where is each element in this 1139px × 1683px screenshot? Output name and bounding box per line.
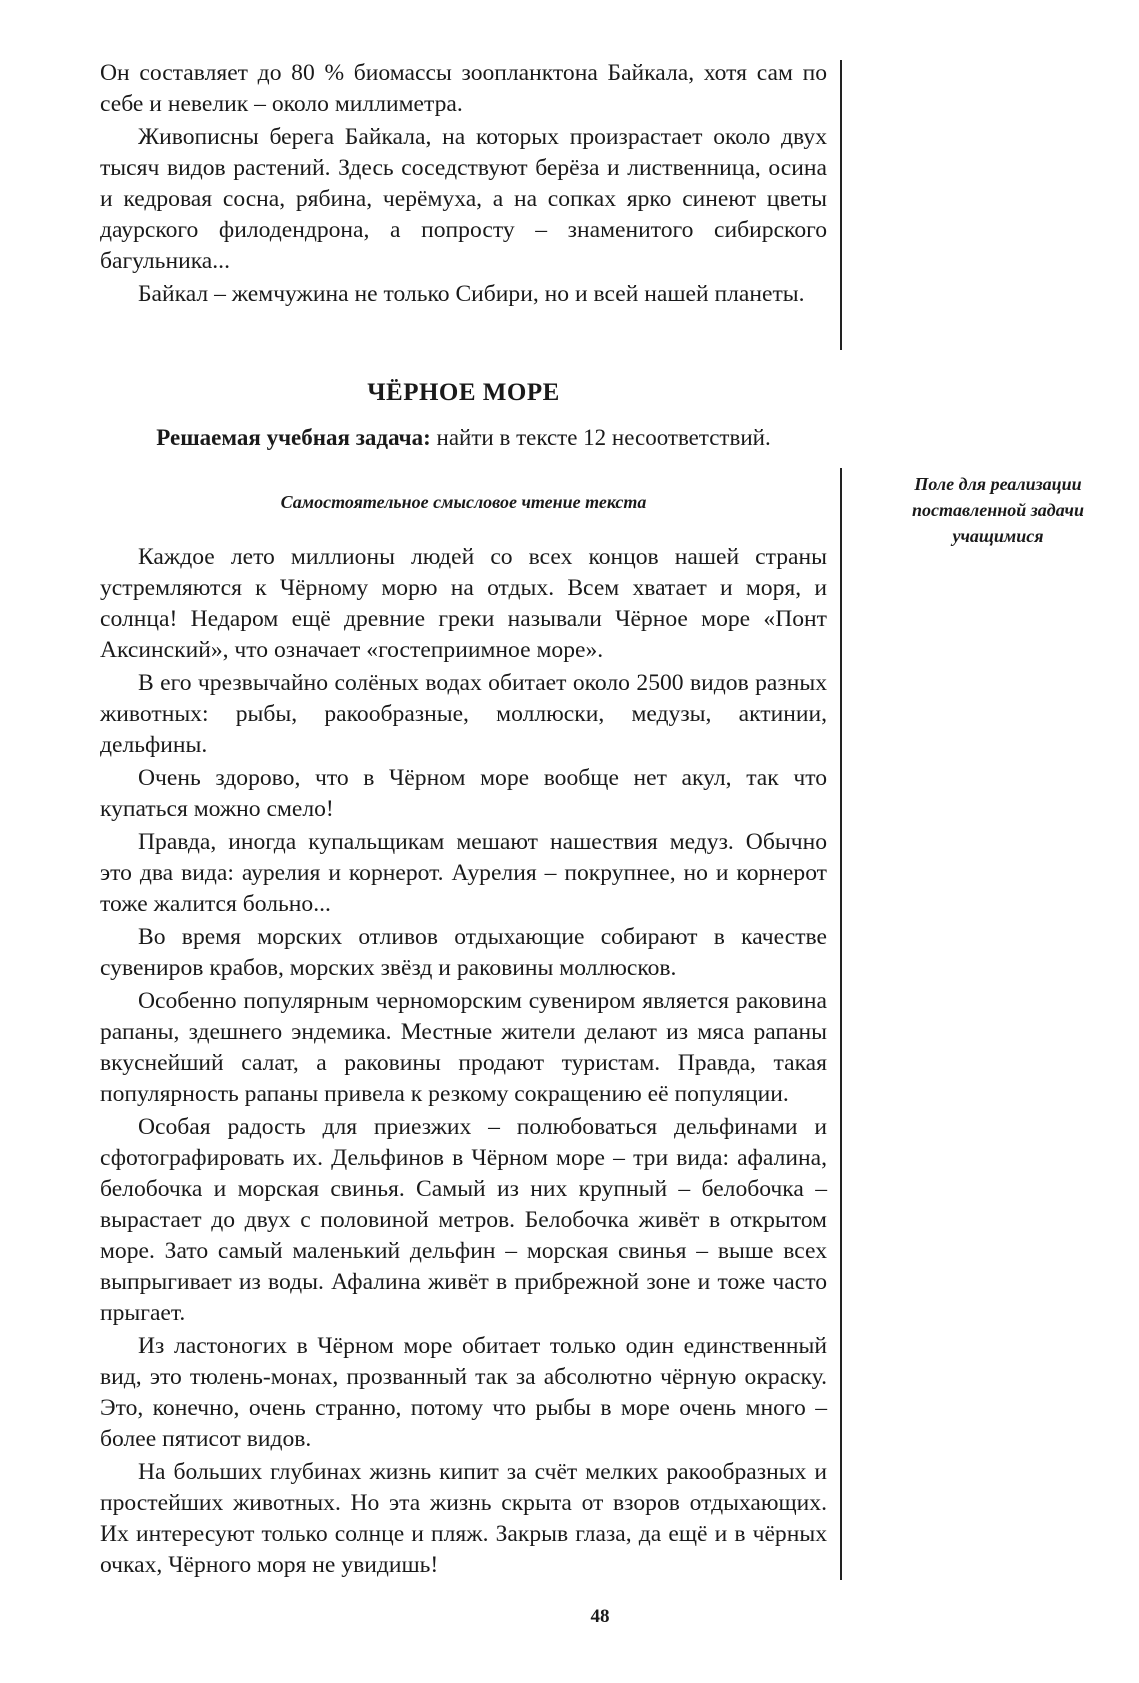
task-label: Решаемая учебная задача: — [156, 425, 431, 450]
task-line — [100, 425, 827, 451]
main-text-block — [100, 542, 827, 1581]
margin-note — [868, 471, 1128, 549]
paragraph: Правда, иногда купальщикам мешают нашествия медуз. Обычно это два вида: аурелия и корнерот. Аурелия – покрупнее, но и корнерот тоже жалится больно... — [100, 829, 827, 917]
page-number: 48 — [590, 1606, 610, 1627]
margin-note-line: Поле для реализации — [914, 474, 1082, 494]
section-title: ЧЁРНОЕ МОРЕ — [367, 379, 560, 406]
paragraph: На больших глубинах жизнь кипит за счёт мелких ракообразных и простейших животных. Но эта жизнь скрыта от взоров отдыхающих. Их интересуют только солнце и пляж. Закрыв глаза, да ещё и в чёрных очках, Чёрного моря не увидишь! — [100, 1459, 827, 1578]
paragraph: Каждое лето миллионы людей со всех концов нашей страны устремляются к Чёрному морю на отдых. Всем хватает и моря, и солнца! Недаром ещё древние греки называли Чёрное море «Понт Аксинский», что означает «гостеприимное море». — [100, 544, 827, 663]
margin-note-line: поставленной задачи — [912, 500, 1084, 520]
top-text-block — [100, 58, 827, 310]
paragraph: Из ластоногих в Чёрном море обитает только один единственный вид, это тюлень-монах, прозванный так за абсолютно чёрную окраску. Это, конечно, очень странно, потому что рыбы в море очень много – более пятисот видов. — [100, 1333, 827, 1452]
task-text: найти в тексте 12 несоответствий. — [430, 425, 771, 450]
paragraph: Очень здорово, что в Чёрном море вообще нет акул, так что купаться можно смело! — [100, 765, 827, 822]
paragraph: Особенно популярным черноморским сувениром является раковина рапаны, здешнего эндемика. Местные жители делают из мяса рапаны вкуснейший салат, а раковины продают туристам. Правда, такая популярность рапаны привела к резкому сокращению её популяции. — [100, 988, 827, 1107]
margin-rule-top — [840, 60, 842, 350]
margin-rule-main — [840, 468, 842, 1580]
paragraph: Он составляет до 80 % биомассы зоопланктона Байкала, хотя сам по себе и невелик – около миллиметра. — [100, 60, 827, 117]
paragraph: В его чрезвычайно солёных водах обитает около 2500 видов разных животных: рыбы, ракообразные, моллюски, медузы, актинии, дельфины. — [100, 670, 827, 758]
paragraph: Во время морских отливов отдыхающие собирают в качестве сувениров крабов, морских звёзд и раковины моллюсков. — [100, 924, 827, 981]
paragraph: Живописны берега Байкала, на которых произрастает около двух тысяч видов растений. Здесь соседствуют берёза и лиственница, осина и кедровая сосна, рябина, черёмуха, а на сопках ярко синеют цветы даурского филодендрона, а попросту – знаменитого сибирского багульника... — [100, 124, 827, 274]
margin-note-line: учащимися — [952, 526, 1044, 546]
reading-subtitle: Самостоятельное смысловое чтение текста — [280, 492, 647, 512]
paragraph: Особая радость для приезжих – полюбоваться дельфинами и сфотографировать их. Дельфинов в Чёрном море – три вида: афалина, белобочка и морская свинья. Самый из них крупный – белобочка – вырастает до двух с половиной метров. Белобочка живёт в открытом море. Зато самый маленький дельфин – морская свинья – выше всех выпрыгивает из воды. Афалина живёт в прибрежной зоне и тоже часто прыгает. — [100, 1114, 827, 1326]
paragraph: Байкал – жемчужина не только Сибири, но и всей нашей планеты. — [138, 281, 805, 307]
